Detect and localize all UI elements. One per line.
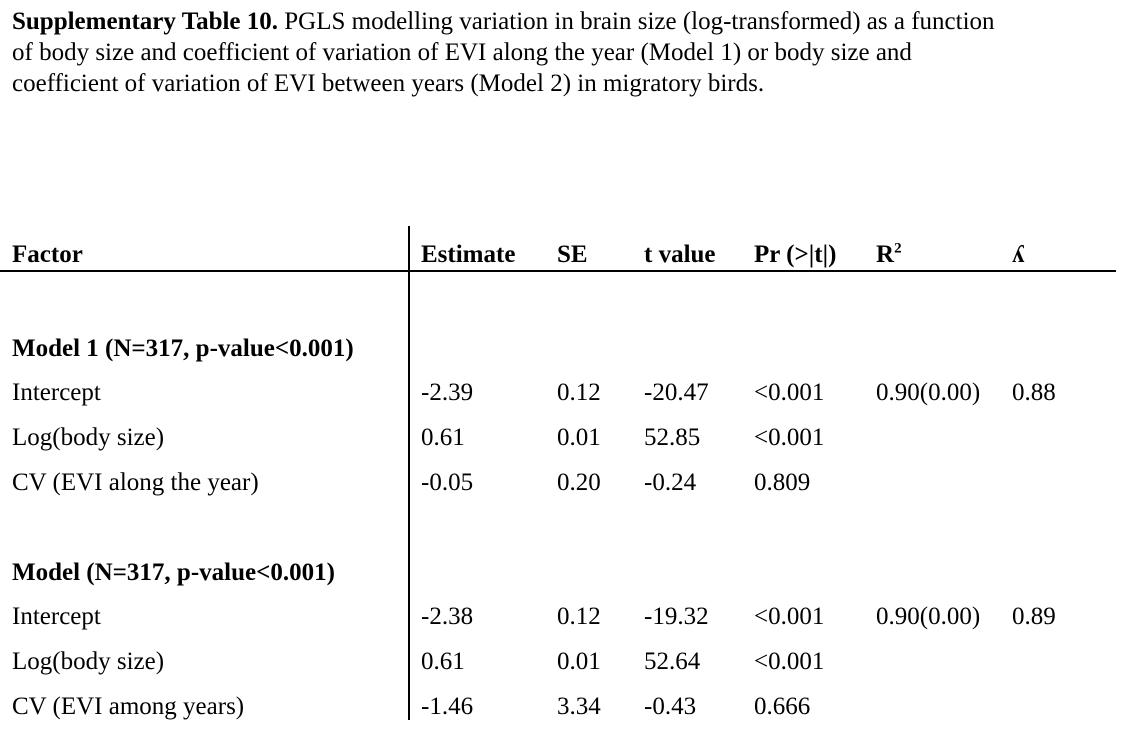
- table-cell-se: 3.34: [557, 693, 601, 720]
- table-cell-se: 0.12: [557, 379, 601, 406]
- header-pr: Pr (>|t|): [754, 241, 837, 268]
- table-cell-lambda: 0.88: [1012, 379, 1056, 406]
- table-cell-t: 52.64: [644, 648, 701, 675]
- header-r2: [876, 240, 902, 270]
- table-cell-p: <0.001: [754, 424, 825, 451]
- table-row-factor: CV (EVI among years): [12, 693, 245, 720]
- header-estimate: Estimate: [421, 241, 516, 268]
- table-cell-estimate: -1.46: [421, 693, 474, 720]
- header-r2-base: R: [876, 241, 895, 268]
- table-cell-estimate: -2.39: [421, 379, 474, 406]
- header-lambda: ʎ: [1012, 241, 1025, 268]
- model-2-title: Model (N=317, p-value<0.001): [12, 559, 335, 586]
- table-cell-se: 0.01: [557, 424, 601, 451]
- header-se: SE: [557, 241, 588, 268]
- table-cell-t: -0.24: [644, 469, 697, 496]
- table-cell-estimate: 0.61: [421, 648, 465, 675]
- header-t-value: t value: [644, 241, 716, 268]
- table-cell-estimate: 0.61: [421, 424, 465, 451]
- header-factor: Factor: [12, 241, 83, 268]
- table-cell-p: 0.666: [754, 693, 811, 720]
- header-r2-sup: 2: [894, 240, 902, 257]
- table-cell-p: <0.001: [754, 603, 825, 630]
- table-cell-t: 52.85: [644, 424, 701, 451]
- table-cell-se: 0.12: [557, 603, 601, 630]
- table-cell-t: -19.32: [644, 603, 709, 630]
- vertical-divider: [408, 226, 410, 720]
- table-cell-r2: 0.90(0.00): [876, 379, 981, 406]
- table-cell-se: 0.20: [557, 469, 601, 496]
- table-row-factor: Log(body size): [12, 424, 165, 451]
- model-1-title: Model 1 (N=317, p-value<0.001): [12, 335, 354, 362]
- table-cell-se: 0.01: [557, 648, 601, 675]
- table-row-factor: Intercept: [12, 603, 101, 630]
- header-rule: [0, 270, 1116, 272]
- table-cell-estimate: -0.05: [421, 469, 474, 496]
- caption-text: PGLS modelling variation in brain size (log-transformed) as a function of body size and coefficient of variation of EVI along the year (Model 1) or body size and coefficient of variation of EVI between years (Model 2) in migratory birds.: [12, 8, 995, 97]
- table-row-factor: Intercept: [12, 379, 101, 406]
- caption-label: Supplementary Table 10.: [12, 8, 279, 35]
- table-row-factor: Log(body size): [12, 648, 165, 675]
- table-caption: [12, 6, 1012, 99]
- table-cell-t: -0.43: [644, 693, 697, 720]
- table-cell-lambda: 0.89: [1012, 603, 1056, 630]
- table-cell-estimate: -2.38: [421, 603, 474, 630]
- table-row-factor: CV (EVI along the year): [12, 469, 259, 496]
- table-cell-r2: 0.90(0.00): [876, 603, 981, 630]
- table-cell-p: 0.809: [754, 469, 811, 496]
- table-cell-p: <0.001: [754, 648, 825, 675]
- table-cell-t: -20.47: [644, 379, 709, 406]
- table-cell-p: <0.001: [754, 379, 825, 406]
